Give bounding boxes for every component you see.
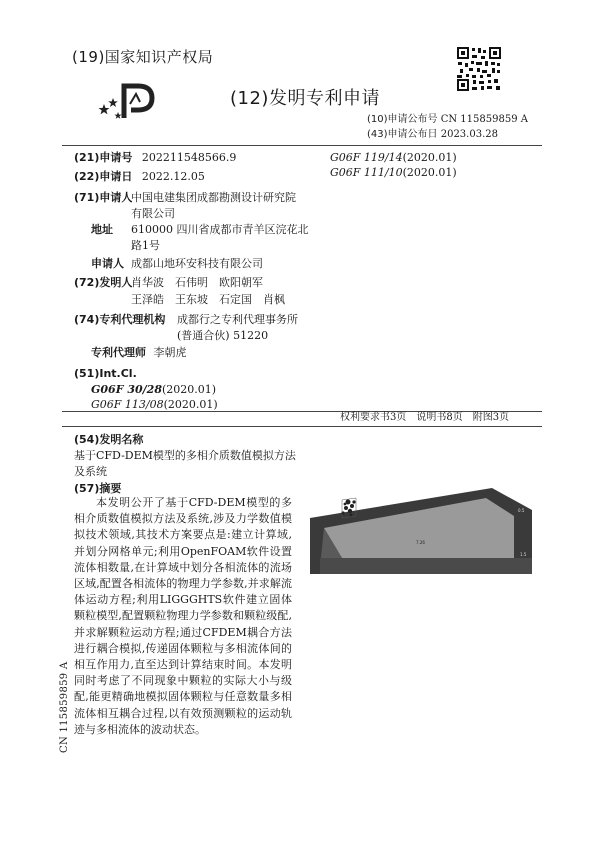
publication-number-value: CN 115859859 A [440, 114, 528, 125]
address-line1: 610000 四川省成都市青羊区浣花北 [131, 223, 309, 236]
second-applicant-label: 申请人 [91, 257, 124, 270]
figure-label-right-bottom: 1.5 [520, 552, 527, 557]
address-label: 地址 [91, 223, 113, 236]
address-line2: 路1号 [131, 239, 160, 252]
header-divider [62, 145, 542, 146]
tank-front [320, 558, 532, 574]
right-cls-item-2 [330, 165, 457, 180]
application-number [74, 150, 236, 165]
intcl-code-2: G06F 113/08 [91, 398, 164, 411]
intcl-label: (51)Int.Cl. [74, 367, 137, 380]
publication-date-value: 2023.03.28 [440, 129, 498, 140]
document-type: (12)发明专利申请 [230, 88, 380, 109]
inventors-line1: 肖华波 石伟明 欧阳朝军 [131, 276, 263, 289]
agency-line1: 成都行之专利代理事务所 [177, 313, 298, 326]
abstract-body [74, 495, 292, 738]
patent-agent-value: 李朝虎 [153, 346, 187, 359]
intcl-item-2 [91, 397, 218, 412]
application-number-label: (21)申请号 [74, 151, 133, 164]
second-applicant-value: 成都山地环安科技有限公司 [131, 257, 263, 270]
agency-line2: (普通合伙) 51220 [177, 329, 269, 342]
applicant-label: (71)申请人 [74, 191, 133, 204]
figure-label-right-top: 0.5 [518, 508, 525, 513]
filing-date-label: (22)申请日 [74, 170, 133, 183]
right-cls-date-2: (2020.01) [402, 166, 457, 179]
agency-label: (74)专利代理机构 [74, 313, 166, 326]
applicant-line2: 有限公司 [131, 207, 175, 220]
patent-agent [91, 345, 187, 360]
right-cls-code-2: G06F 111/10 [330, 166, 403, 179]
inventors-line2: 王泽皓 王东坡 石定国 肖枫 [131, 293, 285, 306]
intcl-item-1 [91, 382, 216, 397]
application-number-value: 202211548566.9 [141, 151, 237, 164]
filing-date-value: 2022.12.05 [141, 170, 205, 183]
abstract-figure [306, 480, 536, 580]
figure-label-bottom: 7.26 [416, 540, 425, 545]
qr-code [456, 46, 502, 92]
invention-title-line1: 基于CFD-DEM模型的多相介质数值模拟方法 [74, 449, 296, 462]
intcl-date-1: (2020.01) [161, 383, 217, 396]
applicant-line1: 中国电建集团成都勘测设计研究院 [131, 191, 296, 204]
patent-agent-label: 专利代理师 [91, 346, 146, 359]
intcl-code-1: G06F 30/28 [91, 383, 162, 396]
right-cls-date-1: (2020.01) [402, 151, 457, 164]
intcl-date-2: (2020.01) [163, 398, 218, 411]
right-cls-code-1: G06F 119/14 [330, 151, 403, 164]
office-name: (19)国家知识产权局 [72, 48, 214, 66]
publication-number [367, 113, 528, 127]
abstract-label: (57)摘要 [74, 482, 122, 495]
right-cls-item-1 [330, 150, 457, 165]
abstract-text: 本发明公开了基于CFD-DEM模型的多相介质数值模拟方法及系统,涉及力学数值模拟技术领域,其技术方案要点是:建立计算域,并划分网格单元;利用OpenFOAM软件设置流体相数量,在计算域中划分各相流体的流场区域,配置各相流体的物理力学参数,并求解流体运动方程;利用LIGGGHTS软件建立固体颗粒模型,配置颗粒物理力学参数和颗粒级配,并求解颗粒运动方程;通过CFDEM耦合方法进行耦合模拟,传递固体颗粒与多相流体间的相互作用力,直至达到计算结束时间。本发明同时考虑了不同现象中颗粒的实际大小与级配,能更精确地模拟固体颗粒与任意数量多相流体相互耦合过程,以有效预测颗粒的运动轨迹与多相流体的波动状态。 [74, 496, 292, 736]
title-label: (54)发明名称 [74, 433, 144, 446]
publication-date [367, 128, 498, 142]
publication-date-label: (43)申请公布日 [367, 129, 438, 140]
page-counts: 权利要求书3页 说明书8页 附图3页 [340, 412, 510, 423]
inventors-label: (72)发明人 [74, 276, 133, 289]
invention-title-line2: 及系统 [74, 465, 107, 478]
publication-number-label: (10)申请公布号 [367, 114, 438, 125]
filing-date [74, 169, 205, 184]
side-publication-number: CN 115859859 A [59, 661, 70, 753]
cnipa-logo [98, 82, 158, 122]
page-counts-divider [62, 426, 542, 427]
